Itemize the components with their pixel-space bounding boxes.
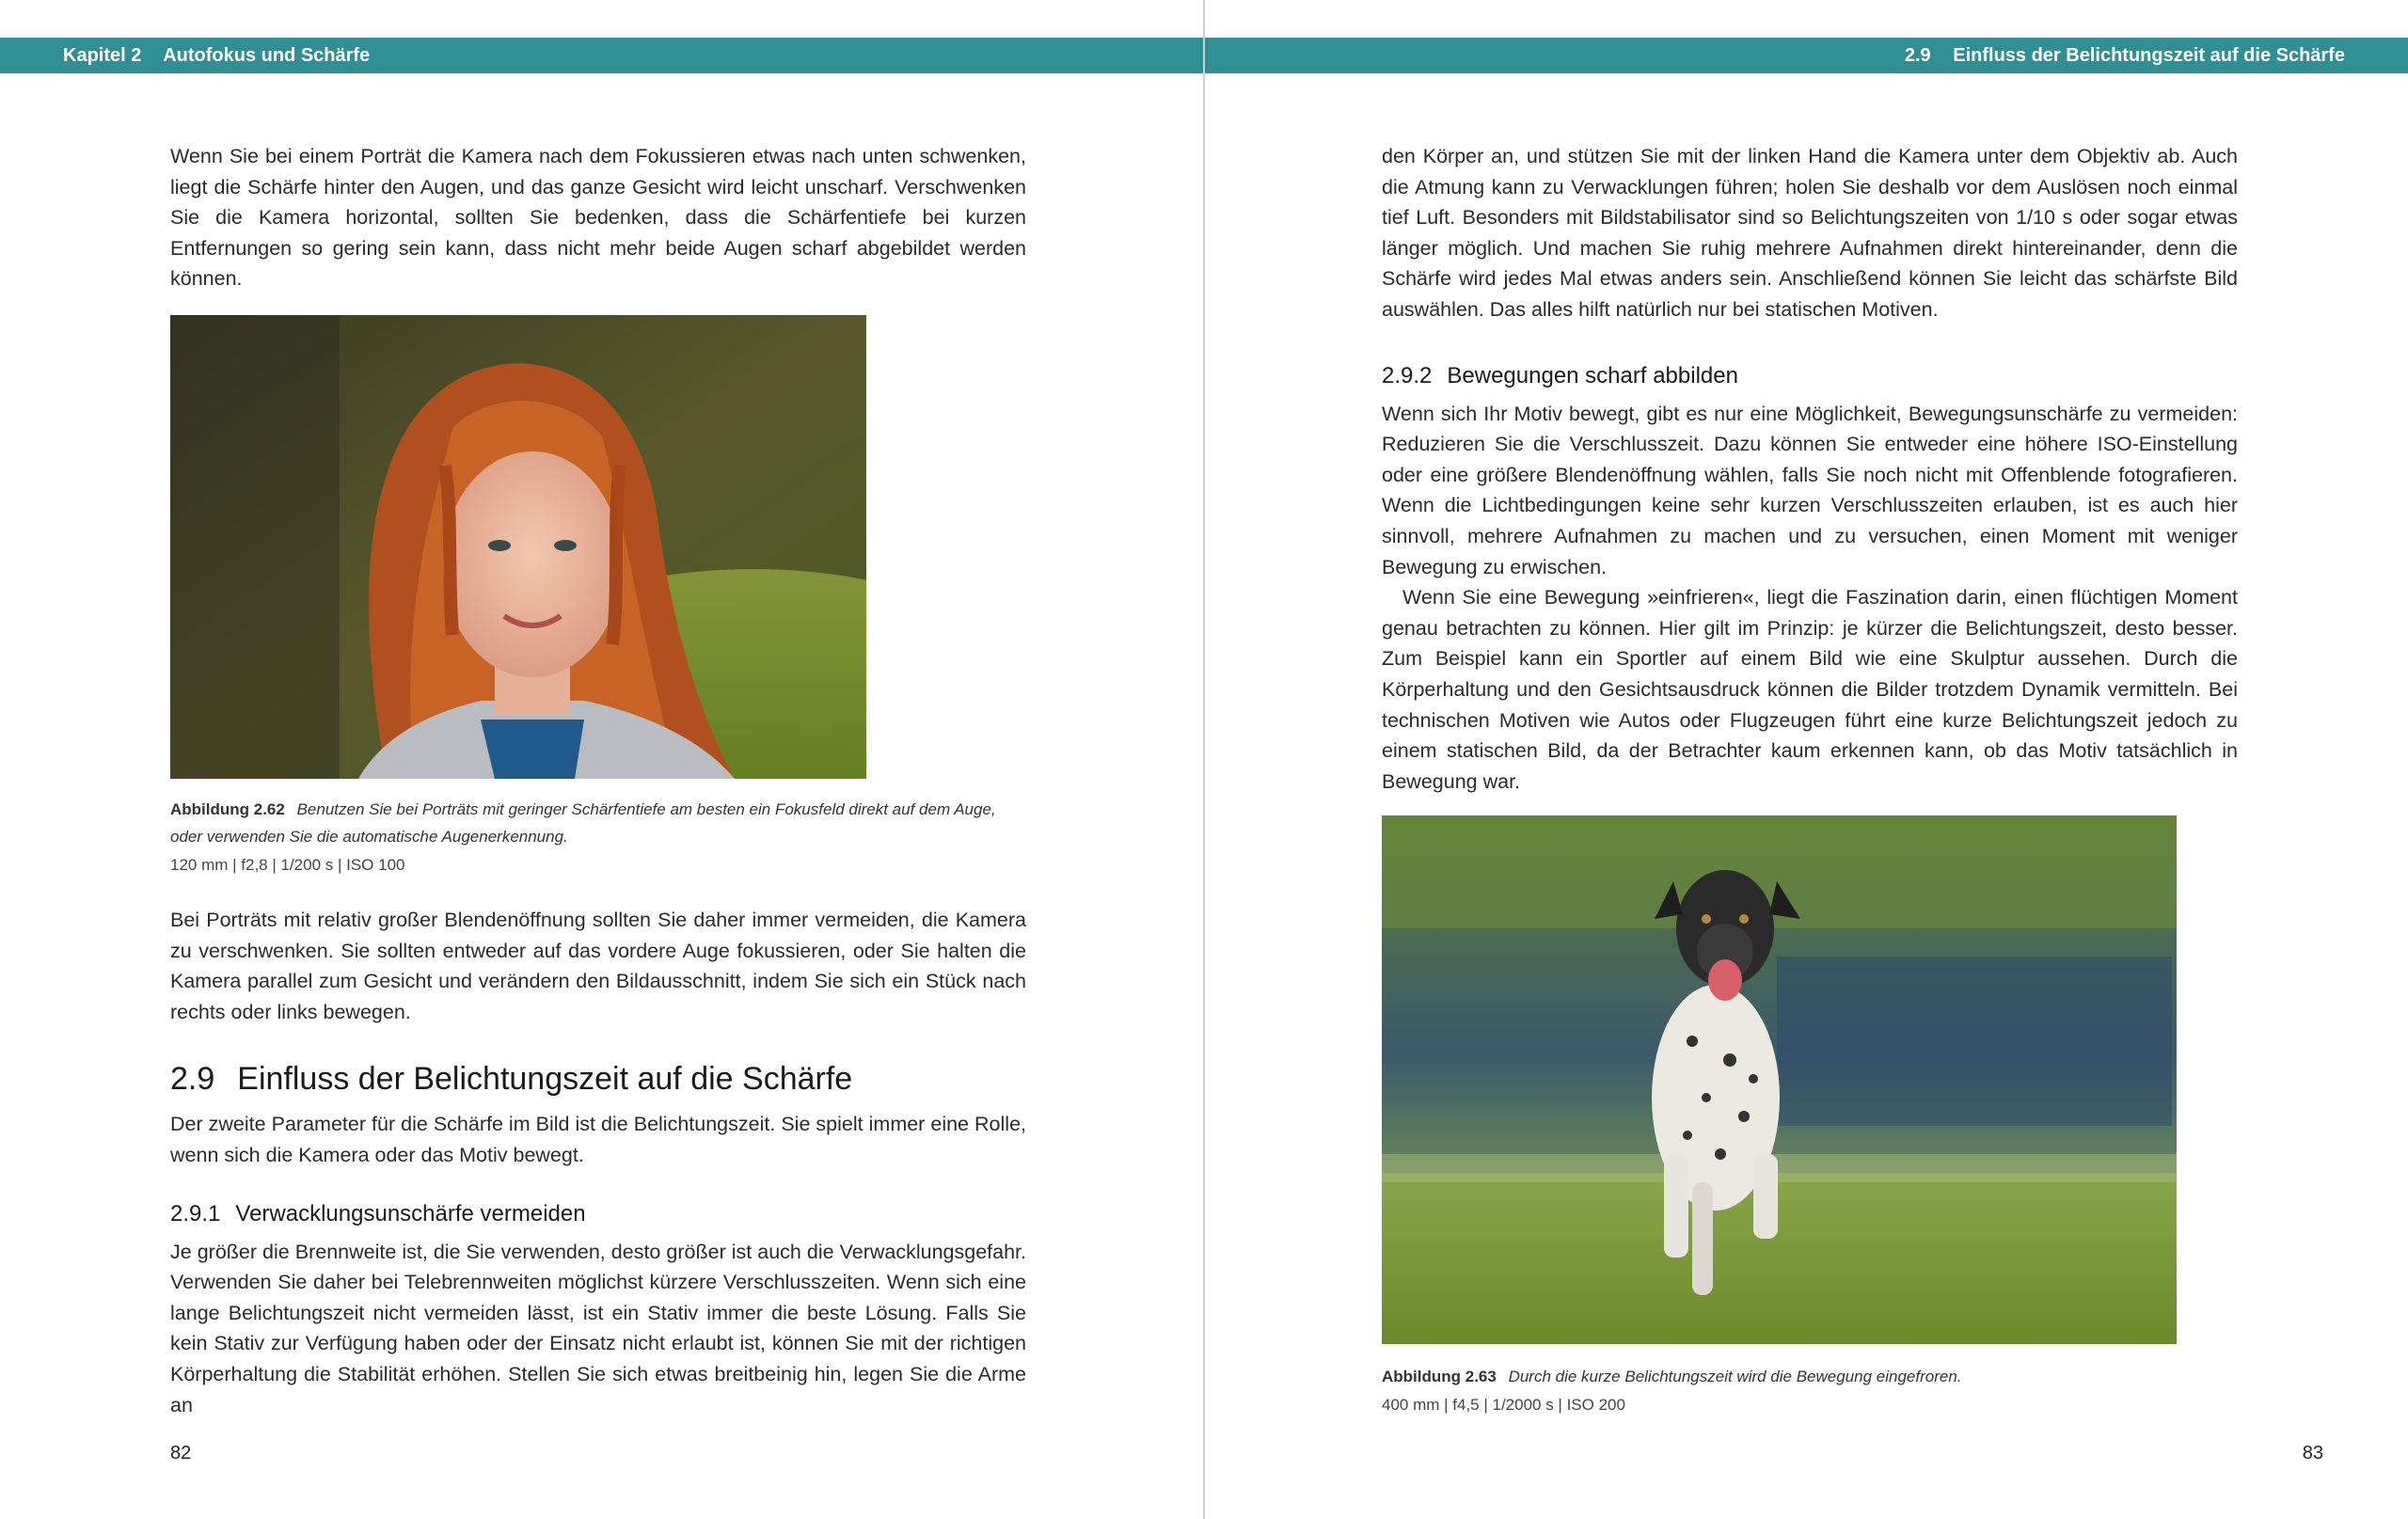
portrait-photo [170, 315, 866, 779]
subsection-heading-2-9-1 [170, 1201, 1026, 1227]
section-number: 2.9 [170, 1061, 215, 1098]
section-heading [170, 1061, 1026, 1098]
chapter-label: Kapitel 2 [63, 45, 142, 66]
header-section-title: Einfluss der Belichtungszeit auf die Schärfe [1953, 45, 2345, 66]
subsection-heading-2-9-2 [1382, 363, 2238, 389]
left-column [170, 141, 1026, 1420]
chapter-title: Autofokus und Schärfe [163, 45, 371, 66]
subsection-paragraph: Je größer die Brennweite ist, die Sie verwenden, desto größer ist auch die Verwacklungsgefahr. Verwenden Sie daher bei Telebrennweiten möglichst kürzere Verschlusszeiten. Wenn sich eine lange Belichtungszeit nicht vermeiden lässt, ist ein Stativ immer die beste Lösung. Falls Sie kein Stativ zur Verfügung haben oder der Einsatz nicht erlaubt ist, können Sie mit der richtigen Körperhaltung die Stabilität erhöhen. Stellen Sie sich etwas breitbeinig hin, legen Sie die Arme an [170, 1240, 1026, 1416]
figure-exif: 400 mm | f4,5 | 1/2000 s | ISO 200 [1382, 1396, 1625, 1415]
right-page [1205, 0, 2408, 1519]
page-number-left: 82 [170, 1443, 192, 1464]
subsection-title: Verwacklungsunschärfe vermeiden [235, 1200, 586, 1226]
paragraph-2: Bei Porträts mit relativ großer Blendenöffnung sollten Sie daher immer vermeiden, die Kamera zu verschwenken. Sie sollten entweder auf das vordere Auge fokussieren, oder Sie halten die Kamera parallel zum Gesicht und verändern den Bildausschnitt, indem Sie sich ein Stück nach rechts oder links bewegen. [170, 908, 1026, 1023]
right-column [1382, 141, 2238, 1415]
section-paragraph: Der zweite Parameter für die Schärfe im Bild ist die Belichtungszeit. Sie spielt immer eine Rolle, wenn sich die Kamera oder das Motiv bewegt. [170, 1113, 1026, 1166]
figure-caption-2-63 [1382, 1363, 2238, 1390]
section-title: Einfluss der Belichtungszeit auf die Schärfe [237, 1061, 853, 1098]
figure-exif: 120 mm | f2,8 | 1/200 s | ISO 100 [170, 855, 405, 874]
page-number-right: 83 [2302, 1443, 2323, 1464]
left-page [0, 0, 1203, 1519]
figure-caption-2-62 [170, 796, 1007, 850]
figure-caption-text: Durch die kurze Belichtungszeit wird die Bewegung eingefroren. [1508, 1368, 1962, 1386]
figure-label: Abbildung 2.63 [1382, 1368, 1497, 1386]
subsection-title: Bewegungen scharf abbilden [1447, 362, 1738, 388]
figure-label: Abbildung 2.62 [170, 799, 285, 818]
running-dog-photo [1382, 815, 2177, 1344]
subsection-number: 2.9.1 [170, 1200, 221, 1226]
subsection-number: 2.9.2 [1382, 362, 1433, 388]
paragraph-motion-1: Wenn sich Ihr Motiv bewegt, gibt es nur eine Möglichkeit, Bewegungsunschärfe zu vermeiden: Reduzieren Sie die Verschlusszeit. Dazu können Sie entweder eine höhere ISO-Einstellung oder eine größere Blendenöffnung wählen, falls Sie noch nicht mit Offenblende fotografieren. Wenn die Lichtbedingungen keine sehr kurzen Verschlusszeiten erlauben, ist es auch hier sinnvoll, mehrere Aufnahmen zu machen und zu versuchen, einen Moment mit weniger Bewegung zu erwischen. [1382, 402, 2238, 578]
figure-caption-text: Benutzen Sie bei Porträts mit geringer Schärfentiefe am besten ein Fokusfeld direkt auf dem Auge, oder verwenden Sie die automatische Augenerkennung. [170, 799, 996, 846]
paragraph-motion-2: Wenn Sie eine Bewegung »einfrieren«, liegt die Faszination darin, einen flüchtigen Moment genau betrachten zu können. Hier gilt im Prinzip: je kürzer die Belichtungszeit, desto besser. Zum Beispiel kann ein Sportler auf einem Bild wie eine Skulptur aussehen. Durch die Körperhaltung und den Gesichtsausdruck können die Bilder trotzdem Dynamik vermitteln. Bei technischen Motiven wie Autos oder Flugzeugen führt eine kurze Belichtungszeit jedoch zu einem statischen Bild, da der Betrachter kaum erkennen kann, ob das Motiv tatsächlich in Bewegung war. [1382, 586, 2238, 793]
header-section-number: 2.9 [1904, 45, 1931, 66]
intro-paragraph: Wenn Sie bei einem Porträt die Kamera nach dem Fokussieren etwas nach unten schwenken, liegt die Schärfe hinter den Augen, und das ganze Gesicht wird leicht unscharf. Verschwenken Sie die Kamera horizontal, sollten Sie bedenken, dass die Schärfentiefe bei kurzen Entfernungen so gering sein kann, dass nicht mehr beide Augen scharf abgebildet werden können. [170, 145, 1026, 291]
continued-paragraph: den Körper an, und stützen Sie mit der linken Hand die Kamera unter dem Objektiv ab. Auch die Atmung kann zu Verwacklungen führen; holen Sie deshalb vor dem Auslösen noch einmal tief Luft. Besonders mit Bildstabilisator sind so Belichtungszeiten von 1/10 s oder sogar etwas länger möglich. Und machen Sie ruhig mehrere Aufnahmen direkt hintereinander, denn die Schärfe wird jedes Mal etwas anders sein. Anschließend können Sie leicht das schärfste Bild auswählen. Das alles hilft natürlich nur bei statischen Motiven. [1382, 145, 2238, 321]
